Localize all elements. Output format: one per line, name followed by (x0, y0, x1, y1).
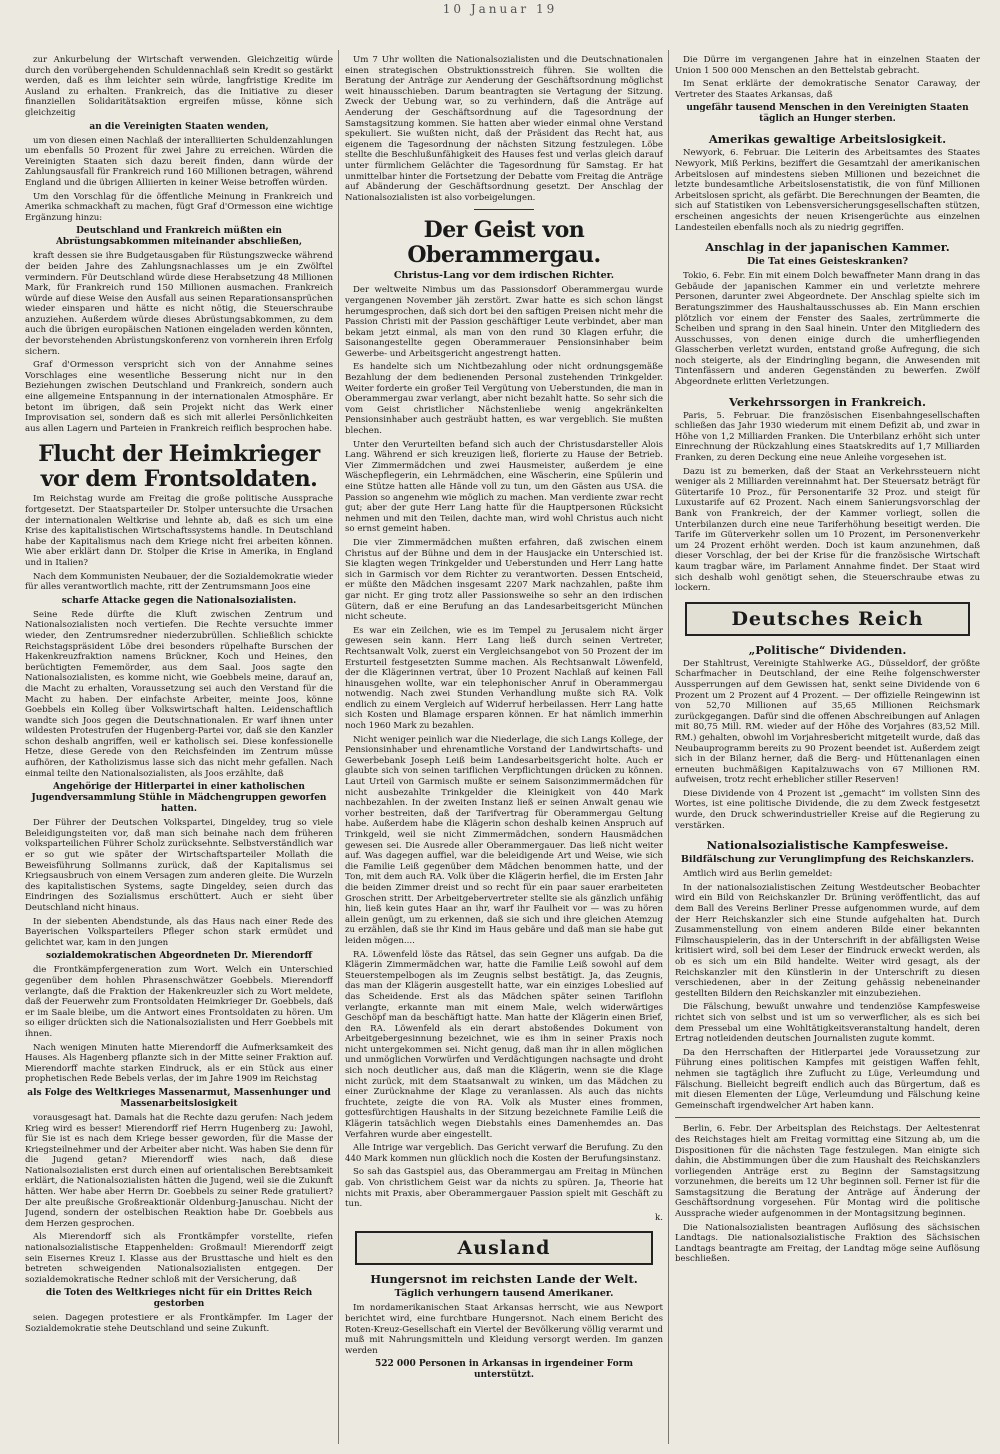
column-3 (675, 55, 980, 1446)
article-headline: Flucht der Heimkrieger vor dem Frontsoldaten. (38, 441, 320, 493)
subheading: an die Vereinigten Staaten wenden, (89, 121, 269, 132)
article-headline: Anschlag in der japanischen Kammer. (705, 240, 950, 255)
paragraph: RA. Löwenfeld löste das Rätsel, das sein Gegner uns aufgab. Da die Klägerin Zimmermädchen war, hatte die Familie Leiß sowohl auf dem Steuerstempelbogen als im Zeugnis selbst bestätigt. Ja, das Zeugnis, das man der Klägerin ausgestellt hatte, war ein einziges Lobeslied auf das Scheidende. Erst als das Mädchen später seinen Tariflohn verlangte, erkannte man mit einem Male, welch widerwärtiges Geschöpf man da beschäftigt hatte. Man hatte der Klägerin einen Brief, den RA. Löwenfeld als ein derart abstoßendes Dokument von Arbeitgebergesinnung bezeichnet, wie es ihm in seiner Praxis noch nicht untergekommen sei. Nicht genug, daß man ihr in allen möglichen und unmöglichen Vorwürfen und Verdächtigungen nachsagte und droht sich noch deutlicher aus, daß man die Klägerin, wenn sie die Klage nicht zurück, mit dem Staatsanwalt zu winken, um das Mädchen zu einer Zurücknahme der Klage zu veranlassen. Als auch das nichts fruchtete, zeigte die von RA. Volk als Muster eines frommen, gottesfürchtigen Haushalts in der Sitzung bezeichnete Familie Leiß die Klägerin tatsächlich wegen Diebstahls eines Damenhemdes an. Das Verfahren wurde aber eingestellt. (345, 949, 663, 1140)
paragraph: Um den Vorschlag für die öffentliche Meinung in Frankreich und Amerika schmackhaft zu machen, fügt Graf d'Ormesson eine wichtige Ergänzung hinzu: (25, 191, 333, 223)
paragraph: seien. Dagegen protestiere er als Frontkämpfer. Im Lager der Sozialdemokratie stehe Deutschland und seine Zukunft. (25, 1313, 333, 1334)
paragraph: vorausgesagt hat. Damals hat die Rechte dazu gerufen: Nach jedem Krieg wird es besser! Mierendorff rief Herrn Hugenberg zu: Jawohl, für Sie ist es nach dem Kriege besser geworden, für die Masse der Kriegsteilnehmer und der Arbeiter aber nicht. Was haben Sie denn für die Jugend getan? Mierendorff wies nach, daß diese Nationalsozialisten erst durch einen auf orientalischen Berebtsamkeit erklärt, die Nationalsozialisten hätten die Jugend, weil sie die Zukunft hätten. Wer habe aber Herrn Dr. Goebbels zu seiner Rede gratuliert? Der alte preußische Großreaktionär Oldenburg-Januschau. Nicht der Jugend, sondern der ostelbischen Reaktion habe Dr. Goebbels aus dem Herzen gesprochen. (25, 1112, 333, 1229)
paragraph: Graf d'Ormesson verspricht sich von der Annahme seines Vorschlages eine wesentliche Besserung nicht nur in den Beziehungen zwischen Deutschland und Frankreich, sondern auch eine allgemeine Entspannung in der internationalen Atmosphäre. Er betont im übrigen, daß sein Projekt nicht das Werk einer Improvisation sei, sondern daß es sich mit allerlei Persönlichkeiten aus allen Lagern und Parteien in Frankreich reiflich besprochen habe. (25, 360, 333, 434)
paragraph: um von diesen einen Nachlaß der interalliierten Schuldenzahlungen um ebenfalls 50 Prozent für zwei Jahre zu erreichen. Würden die Vereinigten Staaten sich dazu bereit finden, dann würde der Zahlungsausfall für Frankreich rund 160 Millionen betragen, während England und die übrigen Alliierten in keiner Weise betroffen würden. (25, 135, 333, 188)
paragraph: Newyork, 6. Februar. Die Leiterin des Arbeitsamtes des Staates Newyork, Miß Perkins, beziffert die Gesamtzahl der amerikanischen Arbeitslosen auf mindestens sieben Millionen und bezeichnet die letzte bundesamtliche Arbeitslosenstatistik, die von fünf Millionen Arbeitslosen spricht, als gefärbt. Die Berechnungen der Beamten, die sich auf Statistiken von Lebensversicherungsgesellschaften stützen, erscheinen angesichts der neuen Krisengerüchte aus einzelnen Landesteilen ebenfalls noch als zu niedrig gegriffen. (675, 148, 980, 233)
paragraph: Als Mierendorff sich als Frontkämpfer vorstellte, riefen nationalsozialistische Etappenhelden: Großmaul! Mierendorff zeigt sein Eisernes Kreuz I. Klasse aus der Brusttasche und hielt es den betreten schweigenden Nationalsozialisten entgegen. Der sozialdemokratische Redner schloß mit der Versicherung, daß (25, 1232, 333, 1285)
paragraph: Tokio, 6. Febr. Ein mit einem Dolch bewaffneter Mann drang in das Gebäude der japanischen Kammer ein und verletzte mehrere Personen, darunter zwei Abgeordnete. Der Anschlag spielte sich im Beratungszimmer des Haushaltausschusses ab. Ein Mann erschien plötzlich vor einem der Fenster des Saales, zertrümmerte die Scheiben und sprang in den Saal hinein. Unter den Mitgliedern des Ausschusses, von denen einige durch die umherfliegenden Glasscherben verletzt wurden, entstand große Aufregung, die sich noch steigerte, als der Eindringling begann, die Anwesenden mit Tintenfässern und anderen Gegenständen zu bewerfen. Zwölf Abgeordnete erlitten Verletzungen. (675, 271, 980, 388)
paragraph: Diese Dividende von 4 Prozent ist „gemacht“ im vollsten Sinn des Wortes, ist eine politische Dividende, die zu dem Zweck festgesetzt wurde, den Druck schwerindustrieller Kreise auf die Regierung zu verstärken. (675, 788, 980, 831)
signature: k. (655, 1212, 663, 1223)
subheading: die Toten des Weltkrieges nicht für ein Drittes Reich gestorben (45, 1288, 313, 1310)
section-banner-deutsches-reich: Deutsches Reich (685, 602, 970, 636)
paragraph: Seine Rede dürfte die Kluft zwischen Zentrum und Nationalsozialisten noch vertiefen. Die Rechte versuchte immer wieder, den Zentrumsredner niederzubrüllen. Schließlich schickte Reichstagspräsident Löbe drei besonders rüpelhafte Burschen der Hakenkreuzfraktion namens Brückner, Koch und Heines, den berüchtigten Fememörder, aus dem Saal. Joos sagte den Nationalsozialisten, es komme nicht, wie Goebbels meine, darauf an, die Macht zu erhalten, Voraussetzung sei auch den Verstand für die Macht zu haben. Der einfachste Arbeiter, meinte Joos, könne Goebbels ein Kolleg über Volkswirtschaft halten. Leidenschaftlich wandte sich Joos gegen die Deutschnationalen. Er warf ihnen unter wildesten Protestrufen der Hugenberg-Partei vor, daß sie den Kanzler schon deshalb angriffen, weil er katholisch sei. Diese konfessionelle Hetze, diese Gerede von den Reichsfeinden im Zentrum müsse aufhören, der Katholizismus lasse sich das nicht mehr gefallen. Nach einmal teilte den Nationalsozialisten, als Joos erzählte, daß (25, 609, 333, 779)
subheading: scharfe Attacke gegen die Nationalsozialisten. (61, 595, 297, 606)
paragraph: Die Fälschung, bewußt unwahre und tendenziöse Kampfesweise richtet sich von selbst und ist um so verwerflicher, als es sich bei dem Pressebal um eine Wohltätigkeitsveranstaltung handelt, deren Ertrag notleidenden deutschen Journalisten zugute kommt. (675, 1002, 980, 1045)
article-headline: Verkehrssorgen in Frankreich. (729, 394, 926, 409)
paragraph: Die vier Zimmermädchen mußten erfahren, daß zwischen einem Christus auf der Bühne und dem in der Hausjacke ein Unterschied ist. Sie klagten wegen Trinkgelder und Ueberstunden und Herr Lang hatte sich in Garmisch vor dem Richter zu verantworten. Dessen Entscheid, er müßte den Mädchen insgesamt 2207 Mark nachzahlen, paßte ihm gar nicht. Er ging trotz aller Passionsweihe so sehr an den irdischen Gütern, daß er eine Berufung an das Landesarbeitsgericht München nicht scheute. (345, 537, 663, 623)
column-rule (338, 50, 339, 1444)
article-deck: Christus-Lang vor dem irdischen Richter. (393, 270, 615, 282)
paragraph: Dazu ist zu bemerken, daß der Staat an Verkehrssteuern nicht weniger als 2 Milliarden vereinnahmt hat. Der Steuersatz beträgt für Gütertarife 10 Proz., für Personentarife 32 Proz. und steigt für Luxustarife auf 62 Prozent. Nach einem Sanierungsvorschlag der Bank von Frankreich, der der Kammer vorliegt, sollen die Unterbilanzen durch eine neue Tariferhöhung beseitigt werden. Die Tarife im Güterverkehr sollen um 10 Prozent, im Personenverkehr um 24 Prozent erhöht werden. Doch ist kaum anzunehmen, daß dieser Vorschlag, der bei der Krise für die französische Wirtschaft kaum tragbar wäre, im Parlament Annahme findet. Der Staat wird sich deshalb wohl genötigt sehen, die Steuerschraube etwas zu lockern. (675, 466, 980, 594)
article-headline: „Politische“ Dividenden. (748, 642, 907, 657)
paragraph: Nach wenigen Minuten hatte Mierendorff die Aufmerksamkeit des Hauses. Als Hagenberg pflanzte sich in der Mitte seiner Fraktion auf. Mierendorff machte starken Eindruck, als er ein Stück aus einer prophetischen Rede Bebels verlas, der im Jahre 1909 im Reichstag (25, 1042, 333, 1085)
column-2 (345, 55, 663, 1446)
article-headline: Der Geist von Oberammergau. (407, 217, 601, 269)
column-1 (25, 55, 333, 1446)
separator (474, 209, 534, 210)
paragraph: In der nationalsozialistischen Zeitung Westdeutscher Beobachter wird ein Bild von Reichskanzler Dr. Brüning veröffentlicht, das auf dem Ball des Vereins Berliner Presse aufgenommen wurde, auf dem der Herr Reichskanzler sich eine Stunde aufgehalten hat. Durch Zusammenstellung von einem anderen Bilde einer bekannten Filmschauspielerin, das in der Unterschrift in der abfälligsten Weise kritisiert wird, soll bei dem Leser der Eindruck erweckt werden, als ob es sich um ein Bild handelte. Weiter wird gesagt, als der Reichskanzler mit den Künstlerin in der Unterschrift zu diesen verschiedenen, aber in der Zeitung gehässig nebeneinander gestellten Bildern den Reichskanzler mit einzubeziehen. (675, 882, 980, 999)
paragraph: kraft dessen sie ihre Budgetausgaben für Rüstungszwecke während der beiden Jahre des Zahlungsnachlasses um je ein Zwölftel vermindern. Für Deutschland würde diese Herabsetzung 48 Millionen Mark, für Frankreich rund 150 Millionen ausmachen. Frankreich würde auf diese Weise den Ausfall aus seinen Reparationsansprüchen wieder einsparen und hätte es nicht nötig, die Steuerschraube anzuziehen. Außerdem würde dieses Abrüstungsabkommen, zu dem auch die übrigen europäischen Nationen eingeladen werden könnten, der bevorstehenden Abrüstungskonferenz von vornherein ihren Erfolg sichern. (25, 251, 333, 357)
paragraph: Berlin, 6. Febr. Der Arbeitsplan des Reichstags. Der Aeltestenrat des Reichstages hielt am Freitag vormittag eine Sitzung ab, um die Dispositionen für die nächsten Tage festzulegen. Man einigte sich dahin, die Abstimmungen über die zum Haushalt des Reichskanzlers vorliegenden Anträge erst zu Beginn der Samstagsitzung vorzunehmen, die bereits um 12 Uhr beginnen soll. Ferner ist für die Samstagsitzung die Beratung der Anträge auf Änderung der Geschäftsordnung vorgesehen. Für Montag wird die politische Aussprache wieder aufgenommen in der Montagsitzung beginnen. (675, 1124, 980, 1220)
column-rule (668, 50, 669, 1444)
running-head: 10 Januar 19 (442, 2, 558, 16)
paragraph: Paris, 5. Februar. Die französischen Eisenbahngesellschaften schließen das Jahr 1930 wiederum mit einem Defizit ab, und zwar in Höhe von 1,2 Milliarden Franken. Die Unterbilanz erhöht sich unter Einrechnung der Rückzahlung eines Staatskredits auf 1,7 Milliarden Franken, zu deren Deckung eine neue Anleihe vorgesehen ist. (675, 410, 980, 464)
paragraph: Unter den Verurteilten befand sich auch der Christusdarsteller Alois Lang. Während er sich kreuzigen ließ, florierte zu Hause der Betrieb. Vier Zimmermädchen und zwei Hausmeister, außerdem je eine Wäschepflegerin, ein Lehrmädchen, eine Wäscherin, eine Spülerin und eine Stütze hatten alle Hände voll zu tun, um den Gästen aus USA. die Passion so angenehm wie möglich zu machen. Man verdiente zwar recht gut; aber der gute Herr Lang hatte für die Hauptpersonen Rücksicht nehmen und mit den Teilen, dachte man, wird wohl Christus auch nicht so ernst gemeint haben. (345, 439, 663, 535)
article-deck: Die Tat eines Geisteskranken? (746, 256, 909, 268)
article-headline: Nationalsozialistische Kampfesweise. (706, 838, 949, 853)
subheading: ungefähr tausend Menschen in den Vereinigten Staaten täglich an Hunger sterben. (686, 103, 969, 125)
paragraph: So sah das Gastspiel aus, das Oberammergau am Freitag in München gab. Von christlichem Geist war da nichts zu spüren. Ja, Theorie hat nichts mit Praxis, aber Oberammergauer Passion spielt mit Geschäft zu tun. (345, 1167, 663, 1210)
subheading: als Folge des Weltkrieges Massenarmut, Massenhunger und Massenarbeitslosigkeit (27, 1087, 331, 1109)
paragraph: Der Stahltrust, Vereinigte Stahlwerke AG., Düsseldorf, der größte Scharfmacher in Deutschland, der eine Reihe folgenschwerster Aussperrungen auf dem Gewissen hat, senkt seine Dividende von 6 Prozent um 2 Prozent auf 4 Prozent. — Der offizielle Reingewinn ist von 52,70 Millionen auf 35,65 Millionen Reichsmark zurückgegangen. Dafür sind die offenen Abschreibungen auf Anlagen mit 80,75 Mill. RM. wieder auf der Höhe des Vorjahres (83,52 Mill. RM.) gehalten, obwohl im Vorjahresbericht mitgeteilt wurde, daß das Neubauprogramm bereits zu 90 Prozent beendet ist. Außerdem zeigt sich in der Bilanz herner, daß die Berg- und Hüttenanlagen einen erneuten buchmäßigen Kapitalzuwachs von 67 Millionen RM. aufweisen, trotz recht erheblicher stiller Reserven! (675, 658, 980, 786)
section-banner-ausland: Ausland (355, 1231, 653, 1265)
paragraph: Amtlich wird aus Berlin gemeldet: (683, 869, 833, 880)
paragraph: Nach dem Kommunisten Neubauer, der die Sozialdemokratie wieder für alles verantwortlich machte, ritt der Zentrumsmann Joos eine (25, 571, 333, 593)
paragraph: Es handelte sich um Nichtbezahlung oder nicht ordnungsgemäße Bezahlung der dem bedienenden Personal zustehenden Trinkgelder. Weiter forderte ein großer Teil Vergütung von Ueberstunden, die man in Oberammergau zwar verlangt, aber nicht bezahlt hatte. So sehr sich die vom Geist christlicher Nächstenliebe wenig angekränkelten Pensionsinhaber auch gesträubt hatten, es war vergeblich. Sie mußten blechen. (345, 362, 663, 437)
paragraph: Die Nationalsozialisten beantragen Auflösung des sächsischen Landtags. Die nationalsozialistische Fraktion des Sächsischen Landtags beantragte am Freitag, der Landtag möge seine Auflösung beschließen. (675, 1222, 980, 1265)
paragraph: zur Ankurbelung der Wirtschaft verwenden. Gleichzeitig würde durch den vorübergehenden Schuldennachlaß sein Kredit so gestärkt werden, daß es ihm leichter sein würde, langfristige Kredite im Ausland zu erhalten. Frankreich, das die Initiative zu dieser finanziellen Solidaritätsaktion ergreifen müsse, könne sich gleichzeitig (25, 55, 333, 118)
article-headline: Amerikas gewaltige Arbeitslosigkeit. (708, 132, 947, 147)
subheading: 522 000 Personen in Arkansas in irgendeiner Form unterstützt. (375, 1359, 633, 1381)
paragraph: Um 7 Uhr wollten die Nationalsozialisten und die Deutschnationalen einen strategischen Obstruktionsstreich führen. Sie wollten die Beratung der Anträge zur Aenderung der Geschäftsordnung möglichst weit hinausschieben. Darum beantragten sie Vertagung der Sitzung. Zweck der Uebung war, so zu verhindern, daß die Anträge auf Aenderung der Geschäftsordnung auf die Tagesordnung der Samstagsitzung kommen. Sie hatten aber wieder einmal ohne Verstand spekuliert. Sie wußten nicht, daß der Präsident das Recht hat, aus eigenem die Tagesordnung der nächsten Sitzung festzulegen. Löbe stellte die Beschlußunfähigkeit des Hauses fest und verlas gleich darauf unter fürmlichem Gelächter die Tagesordnung für Samstag. Er hat unmittelbar hinter die Fortsetzung der Debatte vom Freitag die Anträge auf Abänderung der Geschäftsordnung gesetzt. Der Anschlag der Nationalsozialisten ist also vorbeigelungen. (345, 55, 663, 203)
subheading: sozialdemokratischen Abgeordneten Dr. Mierendorff (46, 951, 312, 962)
paragraph: Der Führer der Deutschen Volkspartei, Dingeldey, trug so viele Beleidigungsteiten vor, daß man sich beinahe nach dem früheren volksparteilichen Führer Scholz zurücksehnte. Selbstverständlich war er so gut wie später der Wirtschaftsparteiler Mollath die Beweisführung Sollmanns zurück, daß der Kapitalismus sei Kriegsausbruch von einem Versagen zum anderen gleite. Die Wurzeln des kapitalistischen Systems, sagte Dingeldey, seien durch das Eindringen des Sozialismus erschüttert. Auch er sieht über Deutschland nicht hinaus. (25, 818, 333, 913)
article-headline: Hungersnot im reichsten Lande der Welt. (370, 1272, 638, 1287)
paragraph: Die Dürre im vergangenen Jahre hat in einzelnen Staaten der Union 1 500 000 Menschen an den Bettelstab gebracht. (675, 55, 980, 76)
separator (675, 1117, 980, 1118)
paragraph: die Frontkämpfergeneration zum Wort. Welch ein Unterschied gegenüber dem hohlen Phrasenschwätzer Goebbels. Mierendorff verlangte, daß die Fraktion der Hakenkreuzler sich zu Wort meldete, daß der Feuerwehr zum Frontsoldaten Heimkrieger Dr. Goebbels, daß er im Saale bleibe, um die Antwort eines Frontsoldaten zu hören. Um so eiliger drückten sich die Nationalsozialisten und Herr Goebbels mit ihnen. (25, 965, 333, 1039)
subheading: Deutschland und Frankreich müßten ein Abrüstungsabkommen miteinander abschließen, (55, 226, 303, 248)
paragraph: Nicht weniger peinlich war die Niederlage, die sich Langs Kollege, der Pensionsinhaber und ehrenamtliche Vorstand der Landwirtschafts- und Gewerbebank Joseph Leiß beim Landesarbeitsgericht holte. Auch er glaubte sich von seinen tariflichen Verpflichtungen drücken zu können. Laut Urteil von Garmisch mußte er seinem Saisonzimmermädchen für nicht ausbezahlte Trinkgelder die Kleinigkeit von 440 Mark nachbezahlen. In der zweiten Instanz ließ er seinen Anwalt genau wie vorher bestreiten, daß der Tarifvertrag für Oberammergau Geltung habe. Außerdem habe die Klägerin schon deshalb keinen Anspruch auf Trinkgeld, weil sie nicht Zimmermädchen, sondern Hausmädchen gewesen sei. Die Ausrede aller Oberammergauer. Das ließ nicht weiter auf. Was dagegen auffiel, war die beleidigende Art und Weise, wie sich die Familie Leiß gegenüber dem Mädchen benommen hatte, und der Ton, mit dem auch RA. Volk über die Klägerin herfiel, die im Ersten Jahr die beiden Zimmer dreist und so recht für ein paar sauer erarbeiteten Groschen stritt. Der Arbeitgebervertreter stellte sie als gänzlich unfähig hin, ließ kein gutes Haar an ihr, warf ihr Faulheit vor — was zu hören allein genügt, um zu erkennen, daß sie sich und ihre gleichen Atemzug zu erzählen, daß sie ihr Kind im Haus gebäre und daß man sie habe gut leiden mögen.... (345, 734, 663, 946)
paragraph: Im Senat erklärte der demokratische Senator Caraway, der Vertreter des Staates Arkansas, daß (675, 79, 980, 100)
paragraph: Im nordamerikanischen Staat Arkansas herrscht, wie aus Newport berichtet wird, eine furchtbare Hungersnot. Nach einem Bericht des Roten-Kreuz-Gesellschaft ein Viertel der Bevölkerung völlig verarmt und muß mit Nahrungsmitteln und Kleidung versorgt werden. Im ganzen werden (345, 1303, 663, 1356)
article-deck: Täglich verhungern tausend Amerikaner. (394, 1288, 614, 1300)
paragraph: Im Reichstag wurde am Freitag die große politische Aussprache fortgesetzt. Der Staatsparteiler Dr. Stolper untersuchte die Ursachen der internationalen Weltkrise und lehnte ab, daß es sich um eine Krise des kapitalistischen Wirtschaftssystems handle. In Deutschland habe der Kapitalismus nach dem Kriege nicht frei arbeiten können. Wie aber erklärt dann Dr. Stolper die Krise in Amerika, in England und in Italien? (25, 494, 333, 568)
paragraph: In der siebenten Abendstunde, als das Haus nach einer Rede des Bayerischen Volksparteilers Pfleger schon stark ermüdet und gelichtet war, kam in den jungen (25, 916, 333, 948)
article-deck: Bildfälschung zur Verunglimpfung des Reichskanzlers. (680, 854, 975, 866)
subheading: Angehörige der Hitlerpartei in einer katholischen Jugendversammlung Stühle in Mädchengruppen geworfen hatten. (31, 782, 327, 815)
paragraph: Es war ein Zeilchen, wie es im Tempel zu Jerusalem nicht ärger gewesen sein kann. Herr Lang ließ durch seinen Vertreter, Rechtsanwalt Volk, zuerst ein Vergleichsangebot von 50 Prozent der im Ersturteil festgesetzten Summe machen. Als Rechtsanwalt Löwenfeld, der die Klägerinnen vertrat, über 10 Prozent Nachlaß auf keinen Fall hinausgehen wollte, war ein telephonischer Anruf in Oberammergau notwendig. Nach zwei Stunden Verhandlung mußte sich RA. Volk endlich zu einem Vergleich auf Widerruf herbeilassen. Herr Lang hatte sich Kosten und Blamage ersparen können. Er hat nämlich immerhin noch 1960 Mark zu bezahlen. (345, 625, 663, 732)
paragraph: Alle Intrige war vergeblich. Das Gericht verwarf die Berufung. Zu den 440 Mark kommen nun glücklich noch die Kosten der Berufungsinstanz. (345, 1143, 663, 1164)
paragraph: Da den Herrschaften der Hitlerpartei jede Voraussetzung zur Führung eines politischen Kampfes mit geistigen Waffen fehlt, nehmen sie tagtäglich ihre Zuflucht zu Lüge, Verleumdung und Fälschung. Bielleicht begreift endlich auch das Bürgertum, daß es mit diesen Elementen der Lüge, Verleumdung und Fälschung keine Gemeinschaft irgendwelcher Art haben kann. (675, 1047, 980, 1111)
paragraph: Der weltweite Nimbus um das Passionsdorf Oberammergau wurde vergangenen November jäh zerstört. Zwar hatte es sich schon längst herumgesprochen, daß sich dort bei den saftigen Preisen nicht mehr die Passion Christi mit der Passion geschäftiger Leute verbindet, aber man bekam jetzt einmal, als man von den rund 30 Klagen erfuhr, die Saisonangestellte gegen Oberammerauer Pensionsinhaber beim Gewerbe- und Arbeitsgericht angestrengt hatten. (345, 285, 663, 359)
